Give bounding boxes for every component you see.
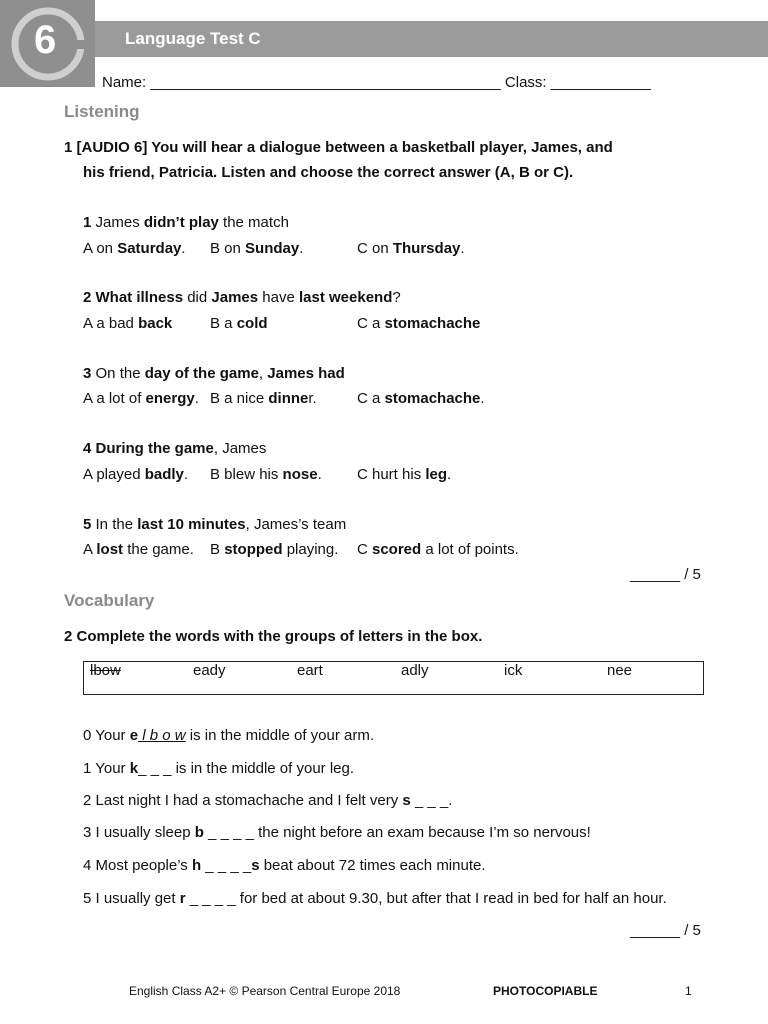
unit-badge (0, 0, 95, 87)
vocab-sentence-3[interactable]: 3 I usually sleep b _ _ _ _ the night before an exam because I’m so nervous! (83, 824, 591, 841)
box-word-4: adly (401, 662, 429, 679)
page-title: Language Test C (125, 29, 261, 48)
question-4: 4 During the game, James (83, 440, 267, 457)
q3-option-c[interactable]: C a stomachache. (357, 390, 485, 407)
vocabulary-heading: Vocabulary (64, 591, 155, 610)
q1-option-c[interactable]: C on Thursday. (357, 240, 465, 257)
unit-number: 6 (34, 18, 57, 62)
listening-heading: Listening (64, 102, 140, 121)
name-class-line: Name: __________________________________________ Class: ____________ (102, 74, 651, 91)
q1-option-a[interactable]: A on Saturday. (83, 240, 186, 257)
vocab-sentence-2[interactable]: 2 Last night I had a stomachache and I felt very s _ _ _. (83, 792, 453, 809)
q3-option-b[interactable]: B a nice dinner. (210, 390, 317, 407)
q4-option-c[interactable]: C hurt his leg. (357, 466, 452, 483)
q4-option-a[interactable]: A played badly. (83, 466, 189, 483)
question-5: 5 In the last 10 minutes, James’s team (83, 516, 347, 533)
q2-option-a[interactable]: A a bad back (83, 315, 173, 332)
vocab-sentence-4[interactable]: 4 Most people’s h _ _ _ _s beat about 72 times each minute. (83, 857, 486, 874)
vocab-sentence-5[interactable]: 5 I usually get r _ _ _ _ for bed at about 9.30, but after that I read in bed for half an hour. (83, 890, 667, 907)
name-field[interactable]: __________________________________________ (150, 74, 501, 91)
listening-score[interactable]: ______ / 5 (630, 566, 701, 583)
q4-option-b[interactable]: B blew his nose. (210, 466, 322, 483)
box-word-5: ick (504, 662, 523, 679)
question-1: 1 James didn’t play the match (83, 214, 289, 231)
question-3: 3 On the day of the game, James had (83, 365, 345, 382)
box-word-3: eart (297, 662, 323, 679)
q5-option-a[interactable]: A lost the game. (83, 541, 194, 558)
q2-option-c[interactable]: C a stomachache (357, 315, 481, 332)
question-2: 2 What illness did James have last weekend? (83, 289, 401, 306)
class-field[interactable]: ____________ (550, 74, 651, 91)
page-number: 1 (685, 984, 692, 998)
vocabulary-score[interactable]: ______ / 5 (630, 922, 701, 939)
footer-copyright: English Class A2+ © Pearson Central Europe 2018 (129, 984, 401, 998)
q5-option-b[interactable]: B stopped playing. (210, 541, 339, 558)
vocabulary-instruction: 2 Complete the words with the groups of letters in the box. (64, 628, 483, 645)
listening-instruction-2: his friend, Patricia. Listen and choose the correct answer (A, B or C). (83, 164, 574, 181)
vocab-sentence-0: 0 Your e l b o w is in the middle of your arm. (83, 727, 375, 744)
vocab-sentence-1[interactable]: 1 Your k_ _ _ is in the middle of your leg. (83, 760, 355, 777)
box-word-1: lbow (90, 662, 121, 679)
word-box (83, 661, 704, 695)
box-word-6: nee (607, 662, 633, 679)
q3-option-a[interactable]: A a lot of energy. (83, 390, 199, 407)
listening-instruction-1: 1 [AUDIO 6] You will hear a dialogue between a basketball player, James, and (64, 139, 613, 156)
q1-option-b[interactable]: B on Sunday. (210, 240, 304, 257)
footer-photocopiable: PHOTOCOPIABLE (493, 984, 598, 998)
q5-option-c[interactable]: C scored a lot of points. (357, 541, 519, 558)
q2-option-b[interactable]: B a cold (210, 315, 268, 332)
box-word-2: eady (193, 662, 226, 679)
